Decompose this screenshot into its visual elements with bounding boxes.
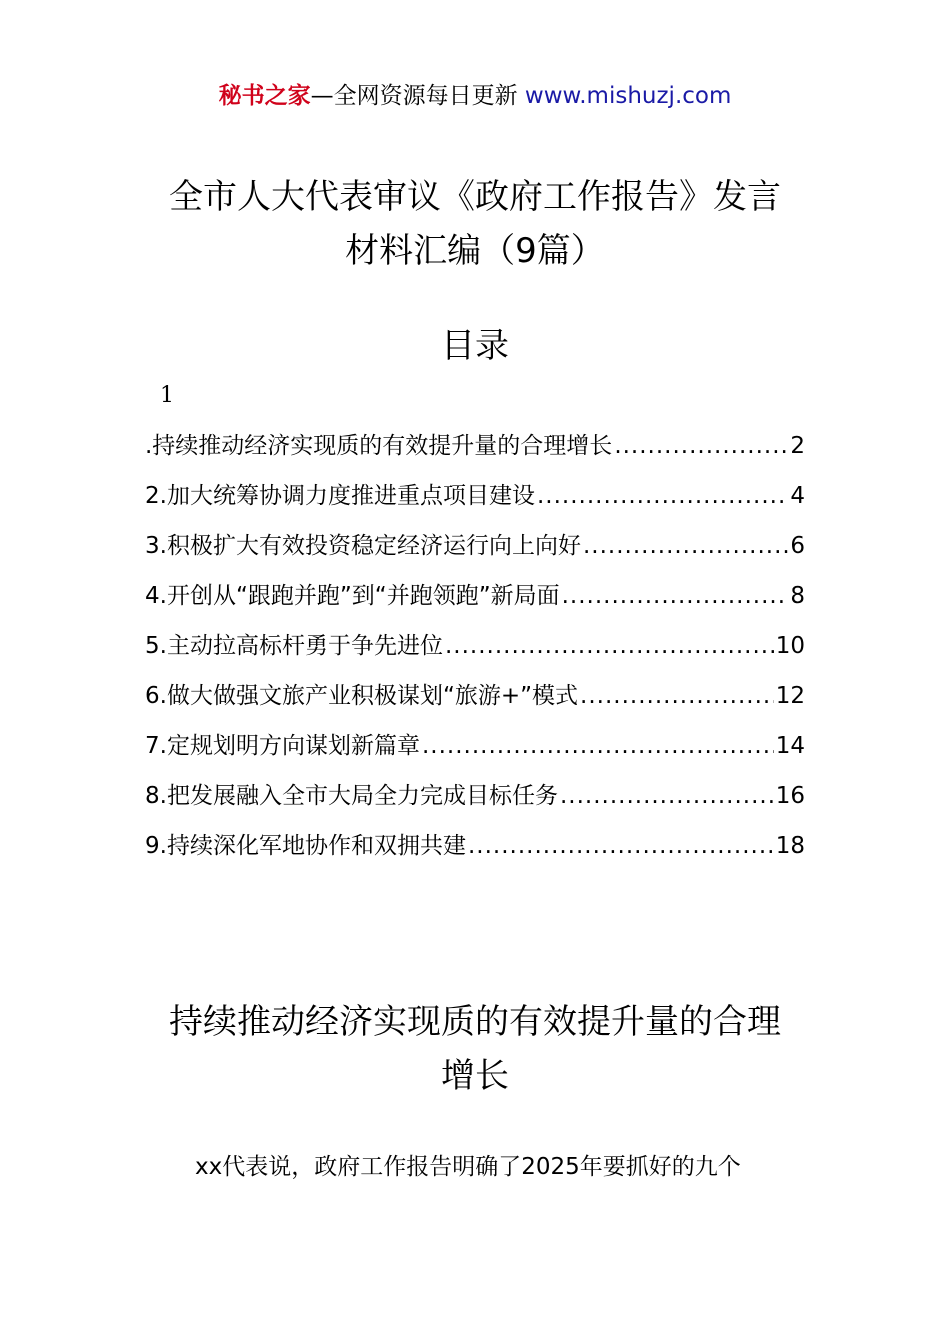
toc-entry-7[interactable] <box>145 721 805 771</box>
toc-entry-page: 12 <box>775 683 805 709</box>
toc-dot-leader <box>562 571 789 621</box>
toc-entry-4[interactable] <box>145 571 805 621</box>
toc-dot-leader <box>614 421 788 471</box>
toc-entry-page: 6 <box>790 533 805 559</box>
toc-entry-page: 10 <box>775 633 805 659</box>
toc-entry-page: 18 <box>775 833 805 859</box>
toc-dot-leader <box>560 771 774 821</box>
document-title <box>0 170 950 278</box>
toc-heading: 目录 <box>441 326 509 366</box>
toc-entry-label: 4.开创从“跟跑并跑”到“并跑领跑”新局面 <box>145 583 560 609</box>
toc-dot-leader <box>580 671 774 721</box>
document-title-line1: 全市人大代表审议《政府工作报告》发言 <box>169 177 781 217</box>
toc-entry-page: 2 <box>790 433 805 459</box>
toc-entry-label: 6.做大做强文旅产业积极谋划“旅游+”模式 <box>145 683 579 709</box>
section-title-line2: 增长 <box>441 1056 509 1096</box>
toc-entry-2[interactable] <box>145 471 805 521</box>
toc-entry-6[interactable] <box>145 671 805 721</box>
toc-dot-leader <box>537 471 788 521</box>
section-title-line1: 持续推动经济实现质的有效提升量的合理 <box>169 1002 781 1042</box>
brand-name: 秘书之家 <box>218 83 311 109</box>
section-title <box>0 995 950 1103</box>
toc-entry-page: 14 <box>775 733 805 759</box>
toc-entry-page: 8 <box>790 583 805 609</box>
toc-page-marker: 1 <box>160 383 174 408</box>
table-of-contents <box>145 421 805 871</box>
toc-dot-leader <box>583 521 788 571</box>
toc-dot-leader <box>468 821 774 871</box>
header-tagline: —全网资源每日更新 <box>310 83 518 109</box>
site-url-link[interactable]: www.mishuzj.com <box>524 83 732 109</box>
toc-dot-leader <box>422 721 774 771</box>
toc-entry-3[interactable] <box>145 521 805 571</box>
toc-entry-label: 8.把发展融入全市大局全力完成目标任务 <box>145 783 558 809</box>
toc-entry-5[interactable] <box>145 621 805 671</box>
toc-entry-label: 7.定规划明方向谋划新篇章 <box>145 733 420 759</box>
body-paragraph: xx代表说，政府工作报告明确了2025年要抓好的九个 <box>195 1154 741 1180</box>
toc-entry-label: 3.积极扩大有效投资稳定经济运行向上向好 <box>145 533 581 559</box>
toc-entry-label: .持续推动经济实现质的有效提升量的合理增长 <box>145 433 613 459</box>
document-title-line2: 材料汇编（9篇） <box>345 231 605 271</box>
toc-entry-8[interactable] <box>145 771 805 821</box>
toc-entry-9[interactable] <box>145 821 805 871</box>
toc-entry-label: 2.加大统筹协调力度推进重点项目建设 <box>145 483 535 509</box>
toc-entry-label: 5.主动拉高标杆勇于争先进位 <box>145 633 443 659</box>
toc-entry-page: 4 <box>790 483 805 509</box>
toc-entry-1[interactable] <box>145 421 805 471</box>
toc-dot-leader <box>445 621 774 671</box>
toc-entry-page: 16 <box>775 783 805 809</box>
toc-entry-label: 9.持续深化军地协作和双拥共建 <box>145 833 466 859</box>
site-header <box>0 80 950 112</box>
